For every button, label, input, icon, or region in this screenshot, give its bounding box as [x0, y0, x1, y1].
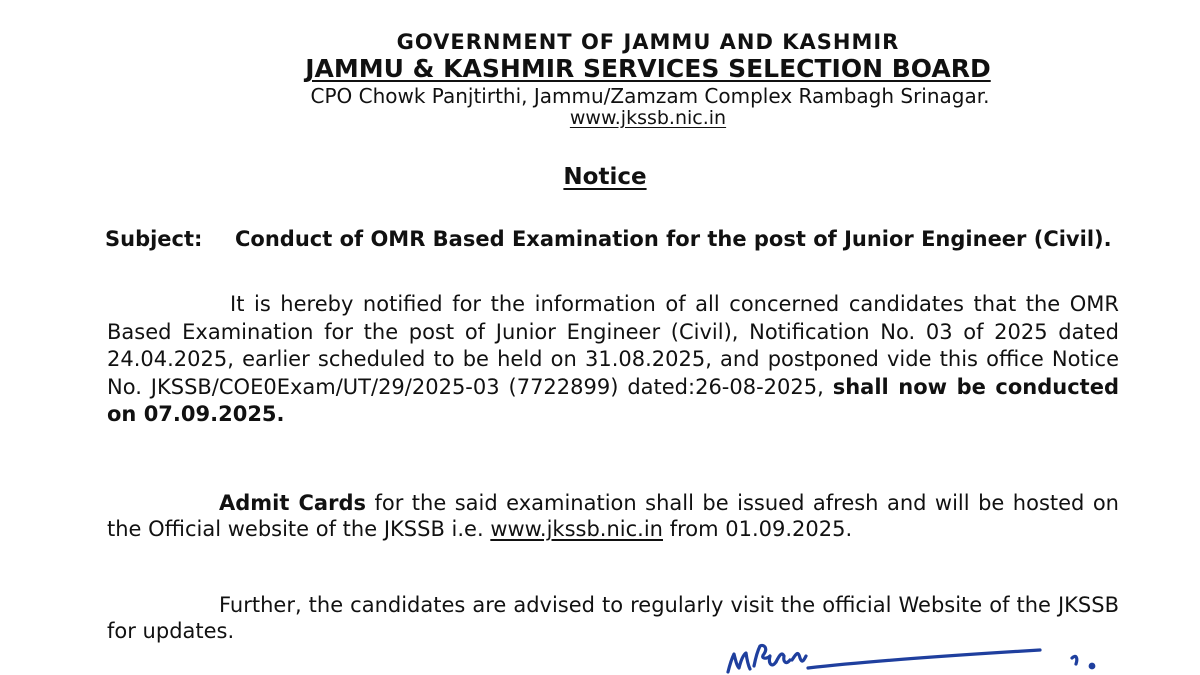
- paragraph-admit-cards: [107, 490, 1119, 542]
- board-heading: JAMMU & KASHMIR SERVICES SELECTION BOARD: [305, 54, 991, 83]
- paragraph-reschedule: [107, 291, 1119, 429]
- admit-cards-text: for the said examination shall be issued afresh and will be hosted on the Official website of the JKSSB i.e.: [107, 491, 1119, 541]
- board-address: CPO Chowk Panjtirthi, Jammu/Zamzam Complex Rambagh Srinagar.: [310, 84, 990, 108]
- paragraph-reschedule-text: It is hereby notified for the information of all concerned candidates that the OMR Based Examination for the post of Junior Engineer (Civil), Notification No. 03 of 2025 dated 24.04.2025, earlier scheduled to be held on 31.08.2025, and postponed vide this office Notice No. JKSSB/COE0Exam/UT/29/2025-03 (7722899) dated:26-08-2025,: [107, 292, 1119, 399]
- notice-title: Notice: [563, 164, 647, 190]
- government-heading: GOVERNMENT OF JAMMU AND KASHMIR: [396, 30, 900, 54]
- board-website[interactable]: www.jkssb.nic.in: [569, 107, 727, 129]
- signature-image: [720, 638, 1110, 675]
- admit-cards-date: from 01.09.2025.: [669, 517, 853, 541]
- paragraph-updates-text: Further, the candidates are advised to regularly visit the official Website of the JKSSB for updates.: [107, 593, 1119, 643]
- new-exam-date-text: shall now be conducted on 07.09.2025.: [107, 374, 1119, 426]
- jkssb-website-link[interactable]: www.jkssb.nic.in: [490, 517, 663, 541]
- admit-cards-label: Admit Cards: [219, 491, 366, 515]
- subject-label: Subject:: [105, 227, 203, 251]
- paragraph-updates: [107, 592, 1119, 644]
- subject-text: Conduct of OMR Based Examination for the post of Junior Engineer (Civil).: [235, 227, 1112, 251]
